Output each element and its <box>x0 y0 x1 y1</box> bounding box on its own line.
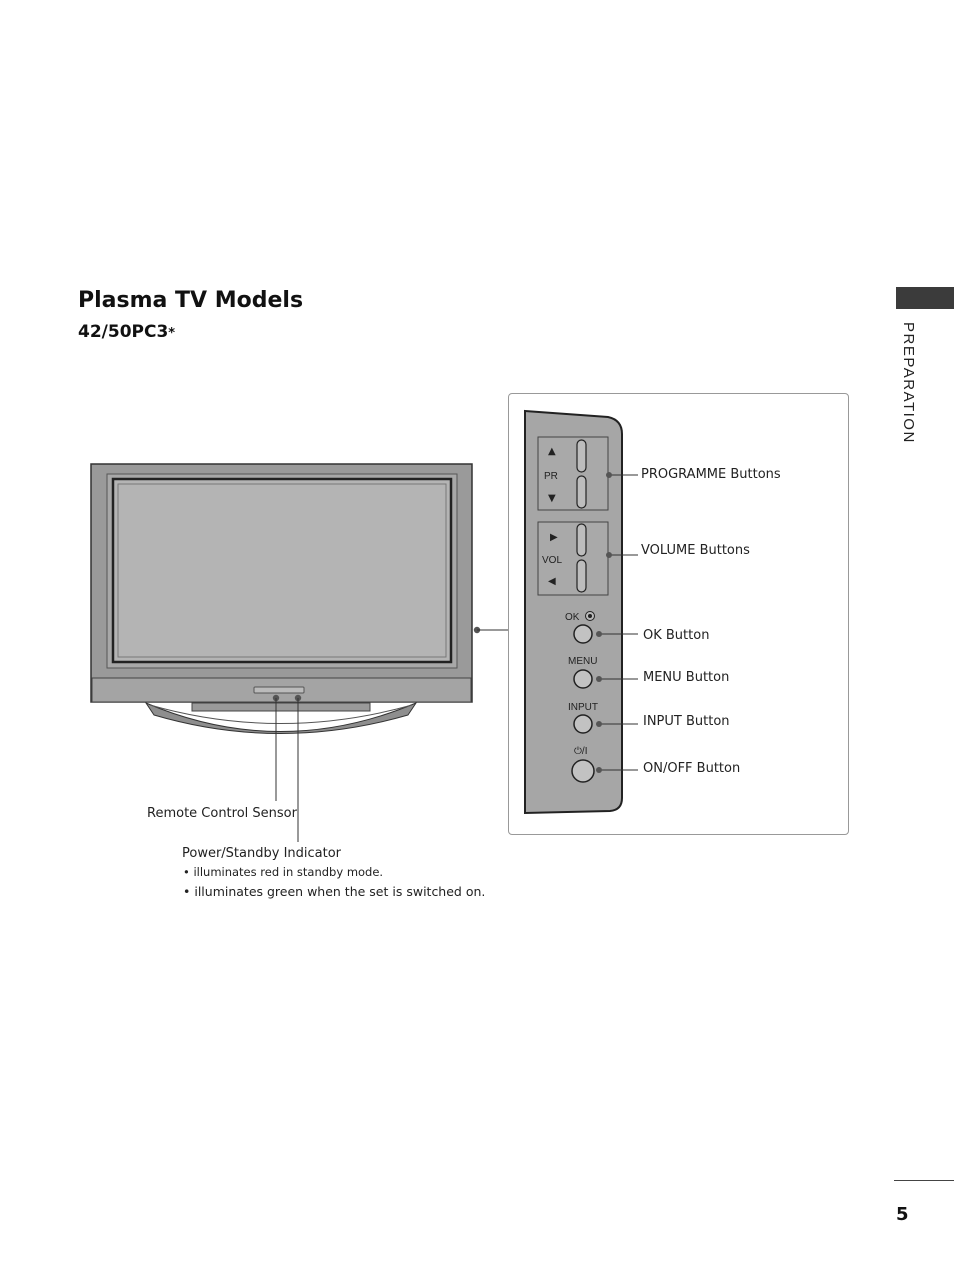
vol-down-button <box>577 560 586 592</box>
vol-label: VOL <box>542 555 563 566</box>
onoff-button-label: ON/OFF Button <box>643 761 741 776</box>
section-label: PREPARATION <box>900 322 917 444</box>
power-note-standby: • illuminates red in standby mode. <box>183 865 384 879</box>
page-number-rule <box>894 1180 954 1181</box>
ok-button-label: OK Button <box>643 628 710 643</box>
pr-up-button <box>577 440 586 472</box>
pr-up-icon: ▲ <box>548 446 556 457</box>
ok-label: OK <box>565 612 580 623</box>
volume-buttons-label: VOLUME Buttons <box>641 543 750 558</box>
menu-button <box>574 670 592 688</box>
input-label: INPUT <box>568 702 598 713</box>
vol-left-icon: ◀ <box>548 576 556 587</box>
power-indicator-label: Power/Standby Indicator <box>182 846 342 861</box>
page-number: 5 <box>896 1204 909 1225</box>
vol-right-icon: ▶ <box>550 532 558 543</box>
page-title: Plasma TV Models <box>78 288 304 313</box>
vol-up-button <box>577 524 586 556</box>
power-symbol-icon: ⏻/I <box>574 746 588 757</box>
menu-button-label: MENU Button <box>643 670 730 685</box>
programme-buttons-label: PROGRAMME Buttons <box>641 467 781 482</box>
power-note-on: • illuminates green when the set is switched on. <box>183 884 486 899</box>
input-button-label: INPUT Button <box>643 714 730 729</box>
power-button <box>572 760 594 782</box>
model-number: 42/50PC3* <box>78 322 176 342</box>
model-suffix: * <box>168 326 176 341</box>
pr-label: PR <box>544 471 558 482</box>
remote-sensor-label: Remote Control Sensor <box>147 806 297 821</box>
ok-button <box>574 625 592 643</box>
pr-down-button <box>577 476 586 508</box>
menu-label: MENU <box>568 656 598 667</box>
input-button <box>574 715 592 733</box>
pr-down-icon: ▼ <box>548 493 556 504</box>
